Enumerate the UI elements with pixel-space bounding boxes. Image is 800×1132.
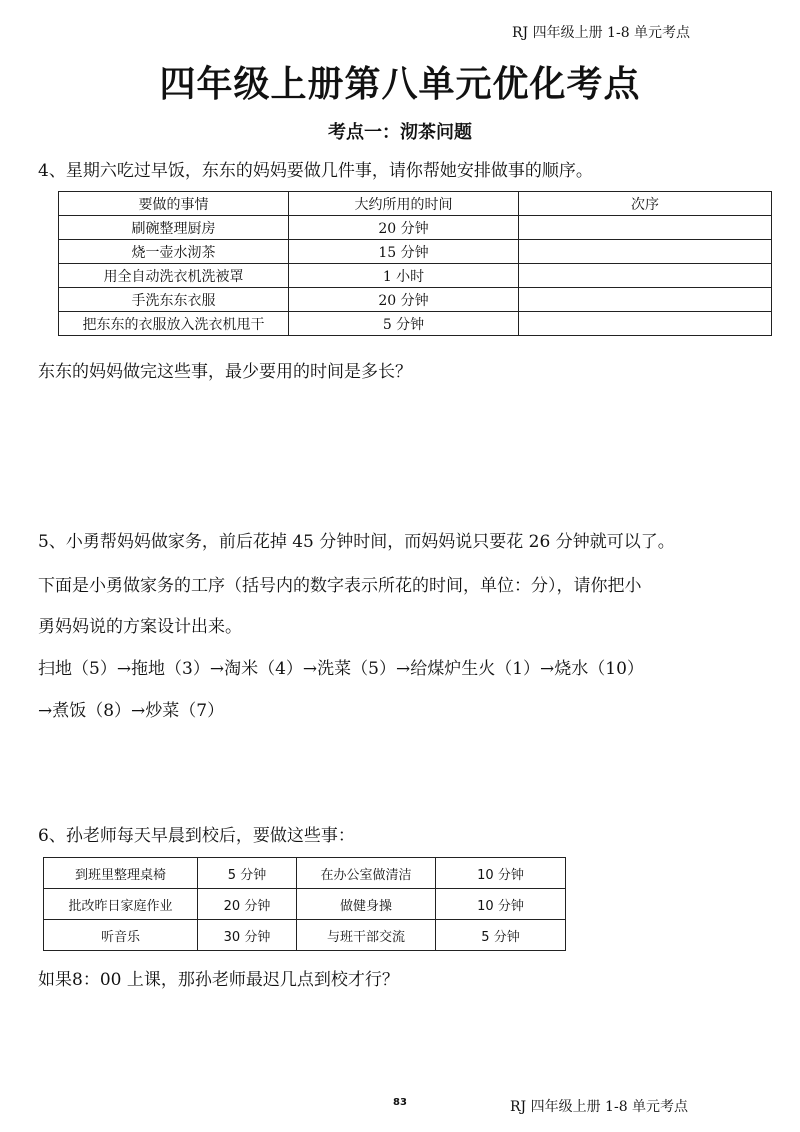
time-cell: 10 分钟	[436, 889, 566, 920]
q5-line-4: 扫地（5）→拖地（3）→淘米（4）→洗菜（5）→给煤炉生火（1）→烧水（10）	[38, 659, 644, 679]
time-cell: 5 分钟	[436, 920, 566, 951]
time-cell: 20 分钟	[289, 216, 519, 240]
time-cell: 15 分钟	[289, 240, 519, 264]
order-cell[interactable]	[519, 288, 772, 312]
table-row	[44, 889, 566, 920]
page-number: 83	[393, 1097, 407, 1108]
order-cell[interactable]	[519, 240, 772, 264]
table-row	[59, 216, 772, 240]
task-cell: 在办公室做清洁	[297, 858, 436, 889]
order-cell[interactable]	[519, 216, 772, 240]
task-cell: 把东东的衣服放入洗衣机甩干	[59, 312, 289, 336]
task-cell: 批改昨日家庭作业	[44, 889, 198, 920]
header-cell: 要做的事情	[59, 192, 289, 216]
page-title: 四年级上册第八单元优化考点	[159, 63, 641, 105]
q5-line-5: →煮饭（8）→炒菜（7）	[38, 701, 225, 721]
section-subtitle: 考点一：沏茶问题	[328, 122, 472, 143]
table-row	[59, 312, 772, 336]
time-cell: 10 分钟	[436, 858, 566, 889]
q5-line-3: 勇妈妈说的方案设计出来。	[38, 617, 242, 637]
task-cell: 到班里整理桌椅	[44, 858, 198, 889]
q5-line-1: 5、小勇帮妈妈做家务，前后花掉 45 分钟时间，而妈妈说只要花 26 分钟就可以了。	[38, 532, 675, 552]
table-row	[59, 240, 772, 264]
task-cell: 烧一壶水沏茶	[59, 240, 289, 264]
time-cell: 1 小时	[289, 264, 519, 288]
task-cell: 做健身操	[297, 889, 436, 920]
time-cell: 30 分钟	[198, 920, 297, 951]
q4-task-table	[58, 191, 772, 336]
task-cell: 刷碗整理厨房	[59, 216, 289, 240]
time-cell: 5 分钟	[289, 312, 519, 336]
time-cell: 20 分钟	[289, 288, 519, 312]
task-cell: 与班干部交流	[297, 920, 436, 951]
task-cell: 用全自动洗衣机洗被罩	[59, 264, 289, 288]
task-cell: 听音乐	[44, 920, 198, 951]
q5-line-2: 下面是小勇做家务的工序（括号内的数字表示所花的时间，单位：分），请你把小	[38, 576, 642, 596]
q6-prompt: 6、孙老师每天早晨到校后，要做这些事：	[38, 826, 355, 846]
table-row	[59, 288, 772, 312]
time-cell: 20 分钟	[198, 889, 297, 920]
q6-task-table	[43, 857, 566, 951]
table-row	[44, 858, 566, 889]
q6-question: 如果8：00 上课，那孙老师最迟几点到校才行？	[38, 970, 399, 990]
footer-note: RJ 四年级上册 1-8 单元考点	[510, 1099, 689, 1115]
q4-question: 东东的妈妈做完这些事，最少要用的时间是多长？	[38, 362, 412, 382]
header-cell: 次序	[519, 192, 772, 216]
order-cell[interactable]	[519, 312, 772, 336]
q4-prompt: 4、星期六吃过早饭，东东的妈妈要做几件事，请你帮她安排做事的顺序。	[38, 161, 593, 181]
table-row	[59, 264, 772, 288]
table-row	[44, 920, 566, 951]
order-cell[interactable]	[519, 264, 772, 288]
task-cell: 手洗东东衣服	[59, 288, 289, 312]
header-cell: 大约所用的时间	[289, 192, 519, 216]
table-header-row	[59, 192, 772, 216]
time-cell: 5 分钟	[198, 858, 297, 889]
header-note: RJ 四年级上册 1-8 单元考点	[512, 25, 691, 41]
